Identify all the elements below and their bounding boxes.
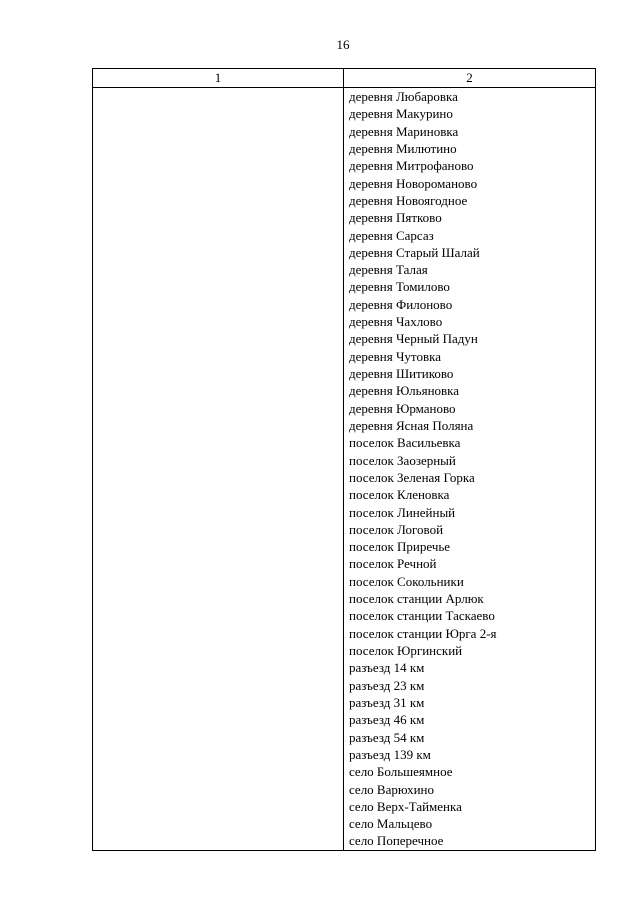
list-item: поселок Юргинский xyxy=(349,643,463,658)
list-item: поселок Линейный xyxy=(349,504,456,520)
list-item: деревня Новоягодное xyxy=(349,192,468,208)
list-item: поселок Заозерный xyxy=(349,452,456,468)
list-item: деревня Шитиково xyxy=(349,366,454,381)
list-item: деревня Черный Падун xyxy=(349,331,478,347)
list-item: деревня Чахлово xyxy=(349,314,443,330)
list-item: деревня Пятково xyxy=(349,210,442,226)
list-item: деревня Любаровка xyxy=(349,89,458,104)
column-header-1: 1 xyxy=(93,69,344,88)
list-item: поселок станции Юрга 2-я xyxy=(349,625,497,641)
list-item: деревня Новоромановo xyxy=(349,175,478,191)
list-item: деревня Макурино xyxy=(349,106,453,122)
list-item: деревня Митрофаново xyxy=(349,158,474,174)
column-1-cell xyxy=(93,88,344,851)
table-header-row xyxy=(93,69,596,88)
list-item: деревня Сарсаз xyxy=(349,227,434,243)
list-item: село Мальцево xyxy=(349,816,433,832)
list-item: разъезд 31 км xyxy=(349,694,425,710)
settlements-table xyxy=(92,68,596,851)
column-2-cell xyxy=(344,88,596,851)
list-item: разъезд 46 км xyxy=(349,712,425,728)
list-item: село Варюхино xyxy=(349,781,434,797)
list-item: разъезд 54 км xyxy=(349,729,425,745)
list-item: поселок Васильевка xyxy=(349,435,461,451)
list-item: деревня Талая xyxy=(349,262,428,278)
list-item: разъезд 14 км xyxy=(349,660,425,676)
list-item: разъезд 23 км xyxy=(349,677,425,693)
list-item: поселок Речной xyxy=(349,556,437,572)
list-item: поселок Кленовка xyxy=(349,487,450,503)
column-header-2: 2 xyxy=(344,69,596,88)
list-item: деревня Филоново xyxy=(349,296,453,312)
list-item: поселок Сокольники xyxy=(349,573,464,589)
list-item: поселок Приречье xyxy=(349,539,451,555)
list-item: деревня Томилово xyxy=(349,279,450,295)
list-item: село Поперечное xyxy=(349,833,444,849)
list-item: поселок станции Таскаево xyxy=(349,608,495,624)
list-item: поселок станции Арлюк xyxy=(349,591,484,607)
settlement-list xyxy=(344,88,595,850)
list-item: поселок Логовой xyxy=(349,521,444,537)
list-item: деревня Юрманово xyxy=(349,400,456,416)
page-number: 16 xyxy=(336,37,350,52)
list-item: деревня Юльяновка xyxy=(349,383,460,399)
list-item: деревня Чутовка xyxy=(349,348,441,364)
list-item: село Большеямное xyxy=(349,764,453,780)
list-item: разъезд 139 км xyxy=(349,746,431,762)
table-row xyxy=(93,88,596,851)
list-item: деревня Ясная Поляна xyxy=(349,417,474,433)
list-item: поселок Зеленая Горка xyxy=(349,469,475,485)
list-item: деревня Мариновка xyxy=(349,123,459,139)
list-item: село Верх-Тайменка xyxy=(349,798,462,814)
list-item: деревня Старый Шалай xyxy=(349,244,480,260)
list-item: деревня Милютино xyxy=(349,140,457,156)
